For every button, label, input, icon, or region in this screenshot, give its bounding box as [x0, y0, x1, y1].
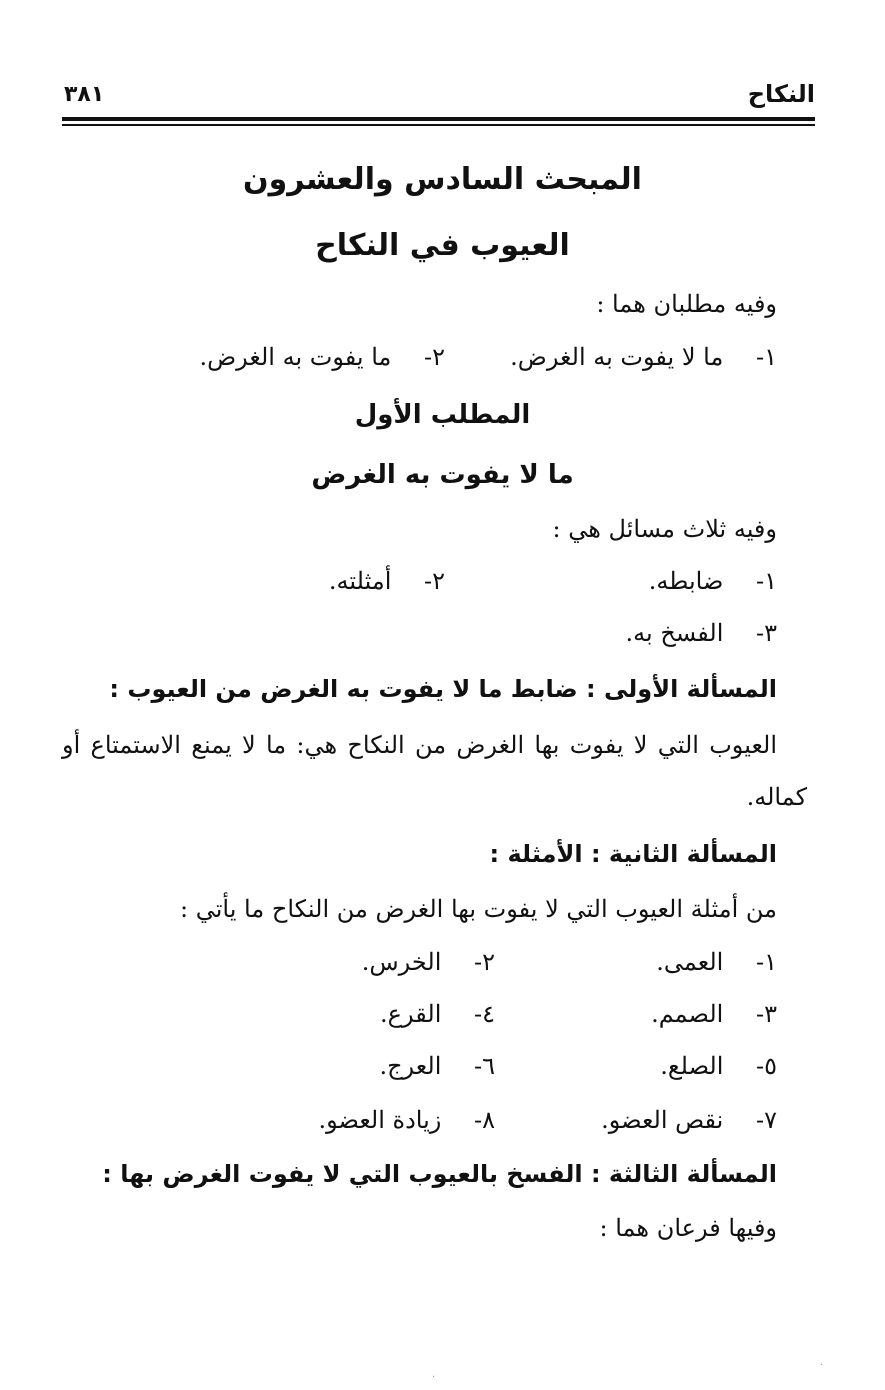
chapter-title: المبحث السادس والعشرون	[243, 162, 642, 197]
section-subtitle: ما لا يفوت به الغرض	[311, 460, 574, 490]
list-item-number: ٢-	[424, 567, 445, 595]
scan-speck: ·	[820, 1360, 824, 1371]
list-item	[601, 1106, 777, 1134]
list-item	[318, 1106, 495, 1134]
header-rule-thin	[62, 124, 815, 126]
issue-one-paragraph-end: كماله.	[746, 783, 807, 811]
list-item-text: العرج.	[379, 1052, 442, 1080]
issue-three-intro: وفيها فرعان هما :	[599, 1214, 777, 1242]
section-intro: وفيه ثلاث مسائل هي :	[552, 515, 777, 543]
list-item-text: الصمم.	[651, 1000, 724, 1028]
list-item	[656, 948, 777, 976]
scan-speck: ·	[432, 1372, 436, 1383]
list-item-text: ضابطه.	[648, 567, 724, 595]
list-item	[626, 619, 777, 647]
list-item-number: ٣-	[756, 1000, 777, 1028]
list-item-text: الصلع.	[660, 1052, 724, 1080]
list-item	[362, 948, 495, 976]
issue-two-title: المسألة الثانية : الأمثلة :	[489, 840, 777, 868]
issue-one-title: المسألة الأولى : ضابط ما لا يفوت به الغرض من العيوب :	[109, 675, 777, 703]
header-rule	[62, 117, 815, 121]
list-item-number: ٢-	[424, 343, 445, 371]
running-header	[60, 80, 815, 112]
section-title: المطلب الأول	[354, 400, 531, 430]
list-item-number: ٨-	[474, 1106, 495, 1134]
list-item-text: الفسخ به.	[625, 619, 724, 647]
list-item	[660, 1052, 777, 1080]
list-item-text: الخرس.	[361, 948, 442, 976]
list-item-text: ما يفوت به الغرض.	[199, 343, 392, 371]
chapter-subtitle: العيوب في النكاح	[315, 228, 570, 263]
issue-one-paragraph-line: العيوب التي لا يفوت بها الغرض من النكاح هي: ما لا يمنع الاستمتاع أو	[62, 731, 777, 759]
list-item-text: زيادة العضو.	[318, 1106, 442, 1134]
list-item-number: ٦-	[474, 1052, 495, 1080]
list-item	[200, 343, 446, 371]
list-item	[329, 567, 445, 595]
list-item-text: العمى.	[656, 948, 724, 976]
list-item-number: ٧-	[756, 1106, 777, 1134]
list-item-text: أمثلته.	[328, 567, 392, 595]
list-item-number: ١-	[756, 948, 777, 976]
list-item	[379, 1052, 495, 1080]
list-item-text: القرع.	[380, 1000, 442, 1028]
list-item-number: ١-	[756, 567, 777, 595]
list-item-number: ٣-	[756, 619, 777, 647]
running-header-title: النكاح	[747, 80, 815, 108]
list-item-number: ٢-	[474, 948, 495, 976]
list-item	[651, 1000, 777, 1028]
list-item	[649, 567, 777, 595]
list-item-text: ما لا يفوت به الغرض.	[510, 343, 724, 371]
page-number: ٣٨١	[64, 82, 105, 107]
list-item	[380, 1000, 495, 1028]
issue-two-intro: من أمثلة العيوب التي لا يفوت بها الغرض من النكاح ما يأتي :	[180, 895, 777, 923]
list-item-number: ٤-	[474, 1000, 495, 1028]
list-item	[510, 343, 777, 371]
list-item-number: ٥-	[756, 1052, 777, 1080]
chapter-intro: وفيه مطلبان هما :	[596, 290, 777, 318]
list-item-number: ١-	[756, 343, 777, 371]
list-item-text: نقص العضو.	[601, 1106, 724, 1134]
issue-three-title: المسألة الثالثة : الفسخ بالعيوب التي لا يفوت الغرض بها :	[102, 1160, 777, 1188]
